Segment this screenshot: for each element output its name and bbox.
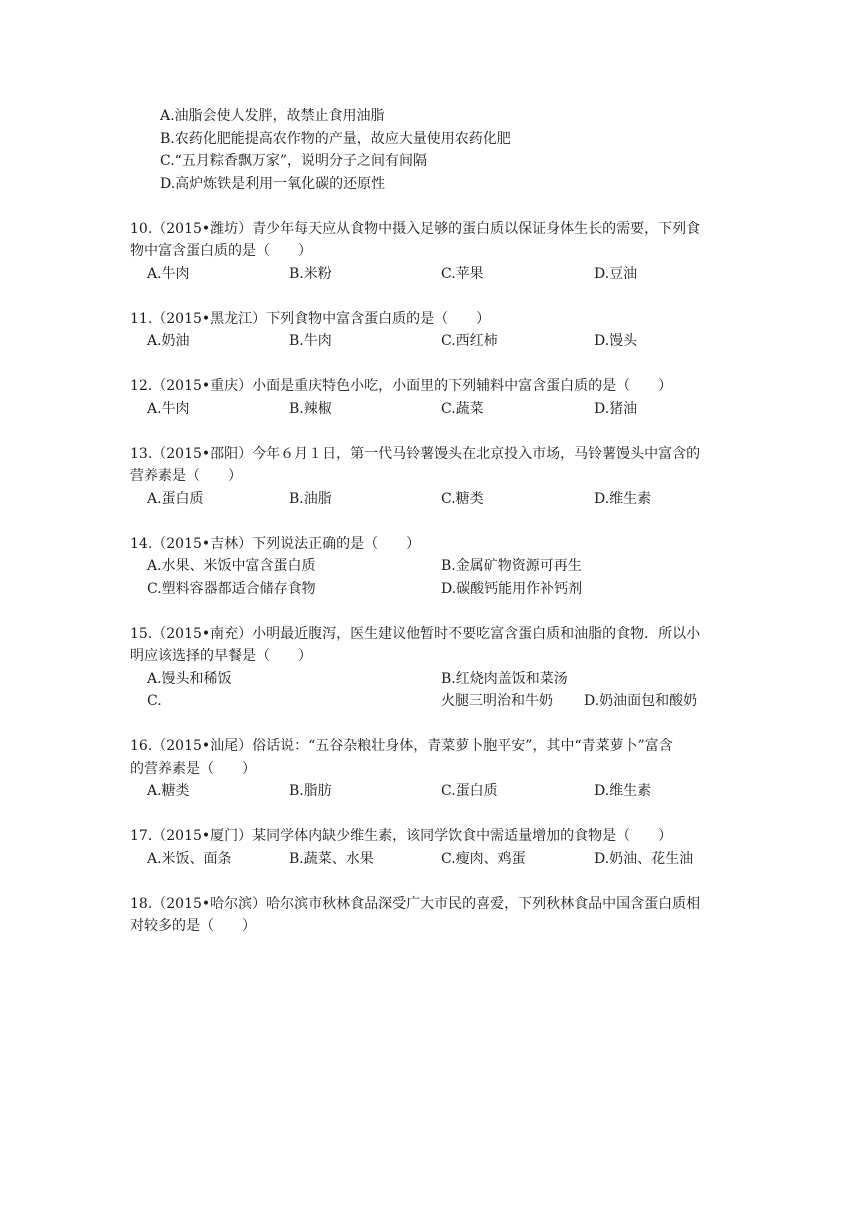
question-18-stem: 18.（2015•哈尔滨）哈尔滨市秋林食品深受广大市民的喜爱，下列秋林食品中国含蛋白质相 (130, 896, 701, 912)
question-14-option-c: C.塑料容器都适合储存食物 (147, 581, 316, 597)
question-10-option-a: A.牛肉 (147, 266, 190, 282)
option-prev-a: A.油脂会使人发胖，故禁止食用油脂 (160, 108, 385, 124)
question-10-stem: 10.（2015•潍坊）青少年每天应从食物中摄入足够的蛋白质以保证身体生长的需要，下列食 (130, 221, 701, 237)
question-13-option-d: D.维生素 (594, 491, 652, 507)
question-14-option-b: B.金属矿物资源可再生 (441, 558, 582, 574)
question-16-stem-cont: 的营养素是（ ） (130, 761, 256, 777)
question-10-stem-cont: 物中富含蛋白质的是（ ） (130, 243, 312, 259)
question-15-stem-cont: 明应该选择的早餐是（ ） (130, 648, 312, 664)
question-11-option-b: B.牛肉 (289, 333, 332, 349)
question-11-option-a: A.奶油 (147, 333, 190, 349)
option-prev-b: B.农药化肥能提高农作物的产量，故应大量使用农药化肥 (160, 131, 511, 147)
question-13-option-b: B.油脂 (289, 491, 332, 507)
question-12-option-c: C.蔬菜 (441, 401, 484, 417)
question-10-option-c: C.苹果 (441, 266, 484, 282)
question-15-stem: 15.（2015•南充）小明最近腹泻，医生建议他暂时不要吃富含蛋白质和油脂的食物．所以小 (130, 626, 701, 642)
question-17-option-c: C.瘦肉、鸡蛋 (441, 851, 526, 867)
question-17-stem: 17.（2015•厦门）某同学体内缺少维生素，该同学饮食中需适量增加的食物是（ ） (130, 828, 673, 844)
question-16-option-c: C.蛋白质 (441, 783, 498, 799)
question-17-option-a: A.米饭、面条 (147, 851, 232, 867)
question-14-stem: 14.（2015•吉林）下列说法正确的是（ ） (130, 536, 421, 552)
question-16-option-b: B.脂肪 (289, 783, 332, 799)
question-14-option-d: D.碳酸钙能用作补钙剂 (441, 581, 583, 597)
question-11-option-d: D.馒头 (594, 333, 638, 349)
question-10-option-b: B.米粉 (289, 266, 332, 282)
question-15-option-c-text: 火腿三明治和牛奶 (441, 693, 553, 709)
question-16-option-a: A.糖类 (147, 783, 190, 799)
question-16-option-d: D.维生素 (594, 783, 652, 799)
question-13-option-c: C.糖类 (441, 491, 484, 507)
question-12-option-d: D.猪油 (594, 401, 638, 417)
question-12-stem: 12.（2015•重庆）小面是重庆特色小吃，小面里的下列辅料中富含蛋白质的是（ ） (130, 378, 673, 394)
option-prev-c: C.“五月粽香飘万家”，说明分子之间有间隔 (160, 153, 427, 169)
question-14-option-a: A.水果、米饭中富含蛋白质 (147, 558, 316, 574)
option-prev-d: D.高炉炼铁是利用一氧化碳的还原性 (160, 176, 386, 192)
question-12-option-b: B.辣椒 (289, 401, 332, 417)
question-13-option-a: A.蛋白质 (147, 491, 204, 507)
question-10-option-d: D.豆油 (594, 266, 638, 282)
question-16-stem: 16.（2015•汕尾）俗话说：“五谷杂粮壮身体，青菜萝卜胞平安”，其中“青菜萝卜”富含 (130, 738, 673, 754)
question-13-stem: 13.（2015•邵阳）今年６月１日，第一代马铃薯馒头在北京投入市场，马铃薯馒头中富含的 (130, 446, 701, 462)
question-15-option-b: B.红烧肉盖饭和菜汤 (441, 671, 568, 687)
question-13-stem-cont: 营养素是（ ） (130, 468, 242, 484)
question-12-option-a: A.牛肉 (147, 401, 190, 417)
question-11-stem: 11.（2015•黑龙江）下列食物中富含蛋白质的是（ ） (130, 311, 491, 327)
question-18-stem-cont: 对较多的是（ ） (130, 918, 256, 934)
question-15-option-a: A.馒头和稀饭 (147, 671, 232, 687)
question-17-option-d: D.奶油、花生油 (594, 851, 694, 867)
question-15-option-d: D.奶油面包和酸奶 (584, 693, 698, 709)
question-17-option-b: B.蔬菜、水果 (289, 851, 374, 867)
question-11-option-c: C.西红柿 (441, 333, 498, 349)
question-15-option-c-label: C. (147, 693, 162, 709)
